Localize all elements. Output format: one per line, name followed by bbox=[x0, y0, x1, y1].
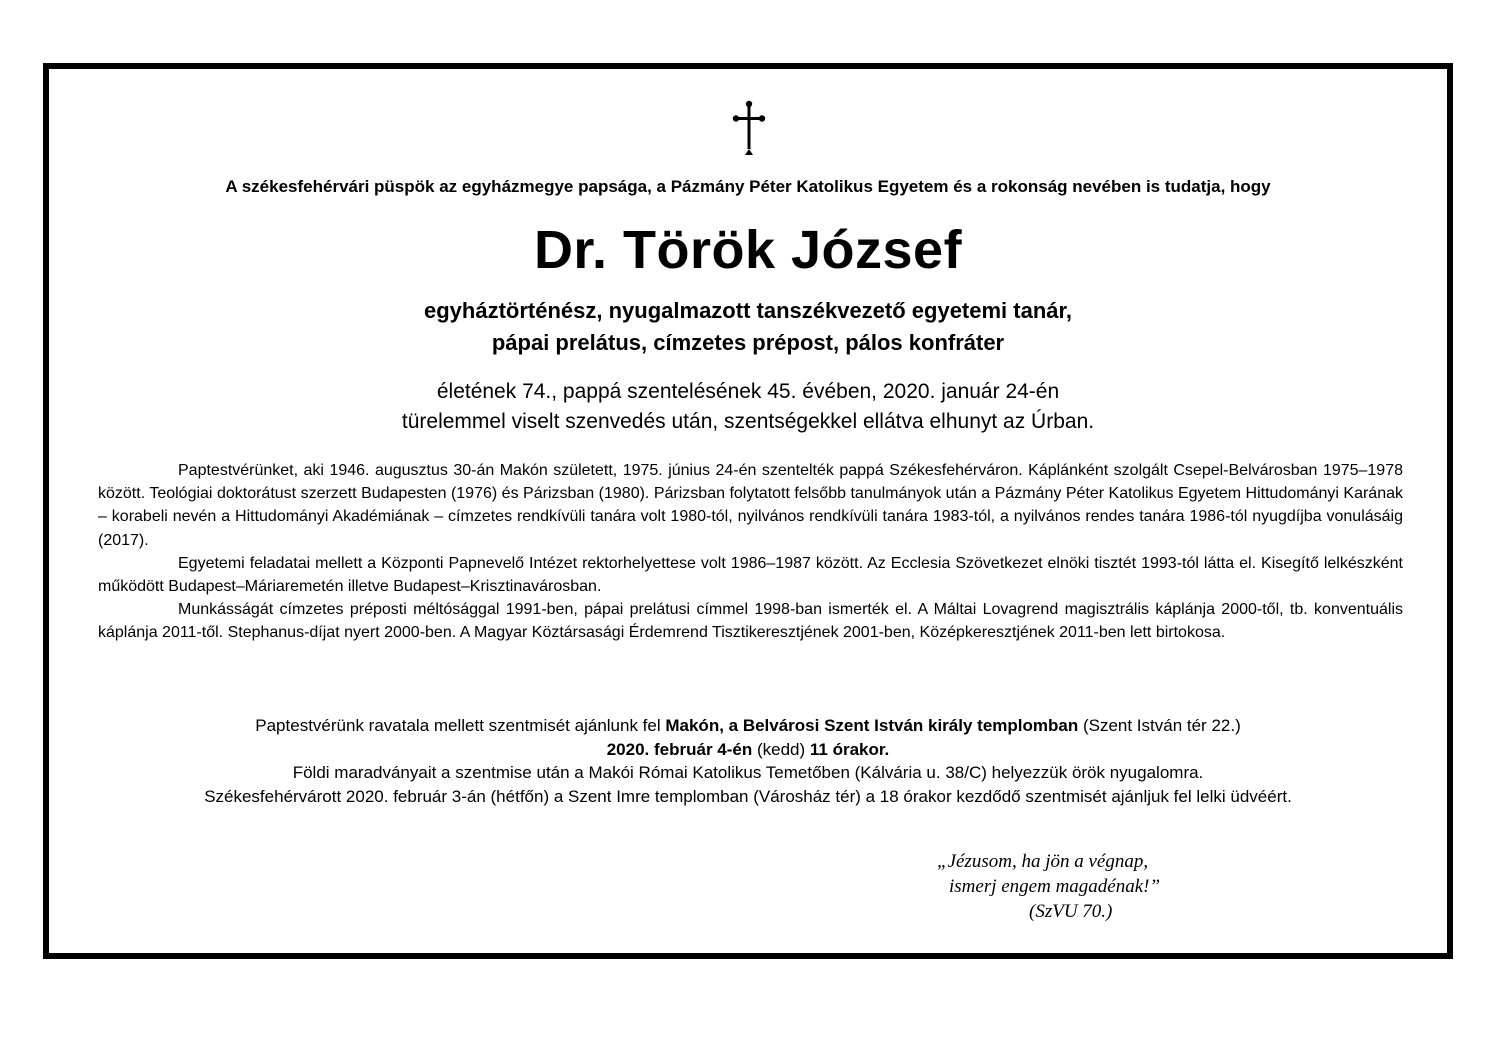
intro-text bbox=[49, 177, 1447, 197]
deceased-name: Dr. Török József bbox=[533, 220, 963, 280]
biography-paragraph-2: Egyetemi feladatai mellett a Központi Papnevelő Intézet rektorhelyettese volt 1986–1987 között. Az Ecclesia Szövetkezet elnöki tisztét 1993-tól látta el. Kisegítő lelkészként működött Budapest–Máriaremetén illetve Budapest–Krisztinavárosban. bbox=[98, 554, 1403, 596]
funeral-line-1 bbox=[49, 714, 1447, 738]
quote-line-2: ismerj engem magadénak!” bbox=[949, 876, 1161, 897]
closing-quote bbox=[937, 849, 1160, 924]
biography-paragraph-3: Munkásságát címzetes préposti méltósággal 1991-ben, pápai prelátusi címmel 1998-ban ismerték el. A Máltai Lovagrend magisztrális káplánja 2000-től, tb. konventuális káplánja 2011-től. Stephanus-díjat nyert 2000-ben. A Magyar Köztársasági Érdemrend Tisztikeresztjének 2001-ben, Középkeresztjének 2011-ben lett birtokosa. bbox=[98, 601, 1403, 642]
funeral-details bbox=[49, 714, 1447, 808]
intro-text-main: A székesfehérvári püspök az egyházmegye papsága, a Pázmány Péter Katolikus Egyetem és a rokonság nevében bbox=[225, 177, 1146, 196]
deceased-titles bbox=[49, 295, 1447, 359]
intro-text-end: is tudatja, hogy bbox=[1145, 177, 1271, 196]
funeral-mass-text: Paptestvérünk ravatala mellett szentmisét ajánlunk fel bbox=[255, 716, 666, 735]
quote-line-1: „Jézusom, ha jön a végnap, bbox=[937, 851, 1149, 872]
cross-icon bbox=[731, 99, 767, 155]
biography bbox=[98, 459, 1403, 645]
funeral-time: 11 órakor. bbox=[809, 739, 890, 759]
quote-citation: (SzVU 70.) bbox=[1029, 901, 1113, 922]
titles-line-1: egyháztörténész, nyugalmazott tanszékvezető egyetemi tanár, bbox=[424, 298, 1072, 323]
funeral-line-3: Földi maradványait a szentmise után a Makói Római Katolikus Temetőben (Kálvária u. 38/C) helyezzük örök nyugalomra. bbox=[292, 763, 1204, 782]
funeral-location: Makón, a Belvárosi Szent István király templomban bbox=[665, 716, 1079, 735]
funeral-date: 2020. február 4-én bbox=[606, 739, 753, 759]
death-line-1: életének 74., pappá szentelésének 45. évében, 2020. január 24-én bbox=[436, 380, 1060, 403]
death-line-2: türelemmel viselt szenvedés után, szentségekkel ellátva elhunyt az Úrban. bbox=[401, 410, 1095, 433]
funeral-day: (kedd) bbox=[752, 739, 810, 759]
funeral-line-2 bbox=[49, 738, 1447, 762]
funeral-address: (Szent István tér 22.) bbox=[1078, 716, 1241, 735]
death-announcement bbox=[49, 377, 1447, 437]
notice-frame bbox=[43, 63, 1453, 959]
titles-line-2: pápai prelátus, címzetes prépost, pálos konfráter bbox=[491, 330, 1005, 355]
funeral-line-4: Székesfehérvárott 2020. február 3-án (hétfőn) a Szent Imre templomban (Városház tér) a 18 órakor kezdődő szentmisét ajánljuk fel lelki üdvéért. bbox=[204, 786, 1292, 806]
notice-content bbox=[49, 69, 1447, 953]
biography-paragraph-1: Paptestvérünket, aki 1946. augusztus 30-án Makón született, 1975. június 24-én szentelték pappá Székesfehérváron. Káplánként szolgált Csepel-Belvárosban 1975–1978 között. Teológiai doktorátust szerzett Budapesten (1976) és Párizsban (1980). Párizsban folytatott felsőbb tanulmányok után a Pázmány Péter Katolikus Egyetem Hittudományi Karának – korabeli nevén a Hittudományi Akadémiának – címzetes rendkívüli tanára volt 1980-tól, nyilvános rendkívüli tanára 1983-tól, a nyilvános rendes tanára 1986-tól nyugdíjba vonulásáig (2017). bbox=[98, 462, 1403, 549]
